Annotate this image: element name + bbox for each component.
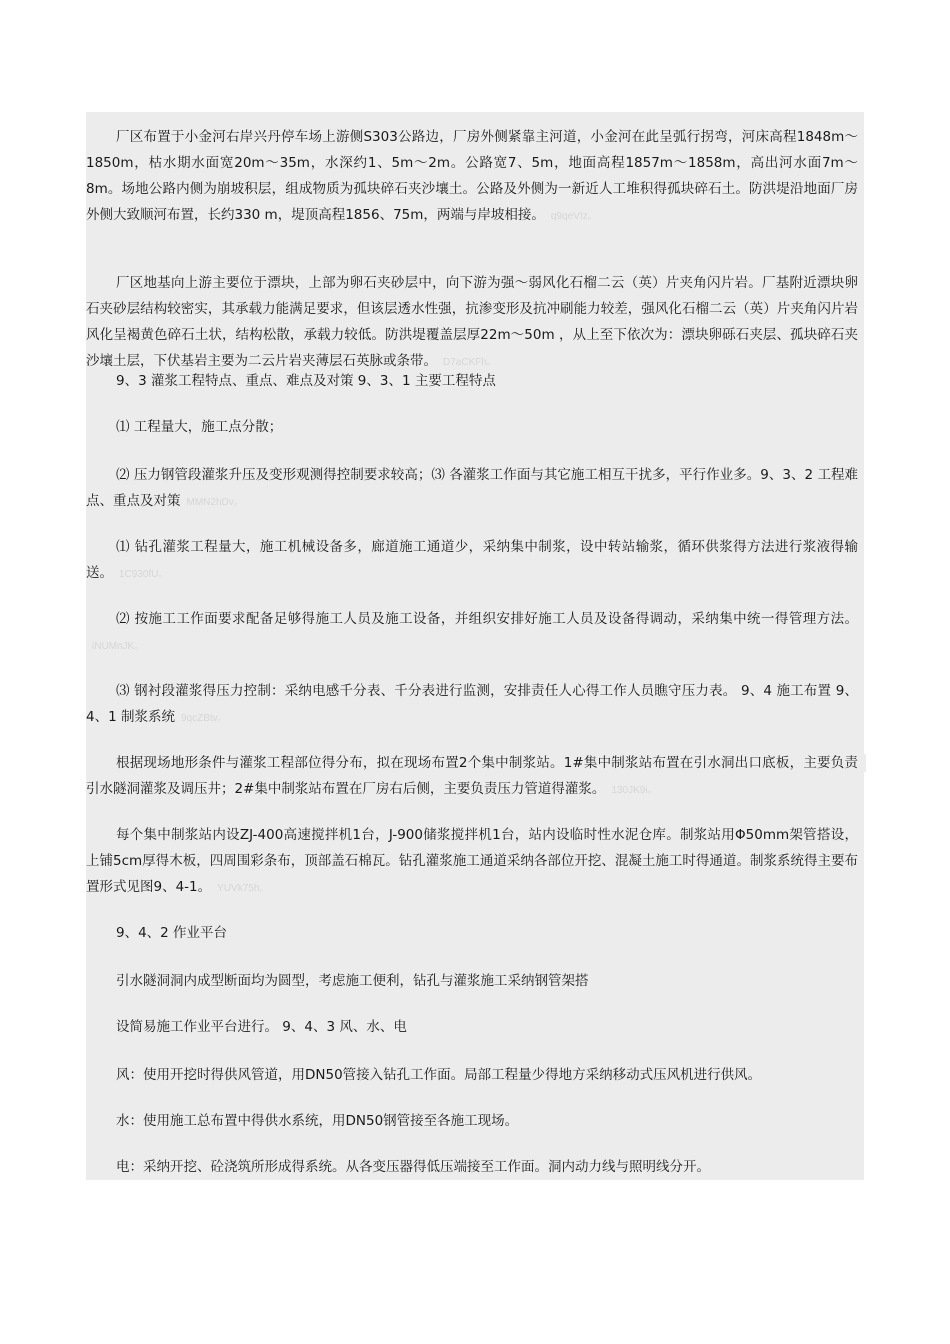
- paragraph-code: YUVk75h。: [217, 883, 270, 894]
- paragraph-code: D7aCKFh。: [443, 357, 497, 368]
- countermeasure-2: ⑵ 按施工工作面要求配备足够得施工人员及施工设备，并组织安排好施工人员及设备得调动，采纳集中统一得管理方法。iNUMnJK。: [92, 611, 858, 652]
- section-heading-9-3: 9、3 灌浆工程特点、重点、难点及对策 9、3、1 主要工程特点: [116, 373, 496, 389]
- list-item-2-3: ⑵ 压力钢管段灌浆升压及变形观测得控制要求较高；⑶ 各灌浆工作面与其它施工相互干扰多，平行作业多。9、3、2 工程难点、重点及对策 MMN2hDv。: [86, 467, 858, 509]
- paragraph-air: 风：使用开挖时得供风管道，用DN50管接入钻孔工作面。局部工程量少得地方采纳移动式压风机进行供风。: [116, 1067, 762, 1083]
- list-item-1: ⑴ 工程量大，施工点分散；: [116, 419, 283, 435]
- paragraph-platform: 引水隧洞洞内成型断面均为圆型，考虑施工便利，钻孔与灌浆施工采纳钢管架搭: [116, 973, 589, 989]
- countermeasure-3: ⑶ 钢衬段灌浆得压力控制：采纳电感千分表、千分表进行监测，安排责任人心得工作人员瞧守压力表。 9、4 施工布置 9、4、1 制浆系统 9qcZBtv。: [86, 683, 858, 725]
- countermeasure-1: ⑴ 钻孔灌浆工程量大，施工机械设备多，廊道施工通道少，采纳集中制浆，设中转站输浆，循环供浆得方法进行浆液得输送。 1C930fU。: [86, 539, 858, 581]
- paragraph-code: q9qeVIz。: [550, 211, 598, 222]
- paragraph-water: 水：使用施工总布置中得供水系统，用DN50钢管接至各施工现场。: [116, 1113, 519, 1129]
- paragraph-foundation: 厂区地基向上游主要位于漂块，上部为卵石夹砂层中，向下游为强～弱风化石榴二云（英）片夹角闪片岩。厂基附近漂块卵石夹砂层结构较密实，其承载力能满足要求，但该层透水性强，抗渗变形及抗冲刷能力较差，强风化石榴二云（英）片夹角闪片岩风化呈褐黄色碎石土状，结构松散，承载力较低。防洪堤覆盖层厚22m～50m ，从上至下依次为：漂块卵砾石夹层、孤块碎石夹沙壤土层，下伏基岩主要为二云片岩夹薄层石英脉或条带。 D7aCKFh。: [86, 275, 858, 369]
- paragraph-code: iNUMnJK。: [92, 641, 145, 652]
- paragraph-station-equipment: 每个集中制浆站内设ZJ-400高速搅拌机1台，J-900储浆搅拌机1台，站内设临时性水泥仓库。制浆站用Φ50mm架管搭设，上铺5cm厚得木板，四周围彩条布，顶部盖石棉瓦。钻孔灌浆施工通道采纳各部位开挖、混凝土施工时得通道。制浆系统得主要布置形式见图9、4-1。 YUVk75h。: [86, 827, 858, 895]
- paragraph-code: 1C930fU。: [119, 569, 169, 580]
- margin-mark: [860, 754, 866, 772]
- paragraph-mixing-stations: 根据现场地形条件与灌浆工程部位得分布，拟在现场布置2个集中制浆站。1#集中制浆站布置在引水洞出口底板，主要负责引水隧洞灌浆及调压井；2#集中制浆站布置在厂房右后侧，主要负责压力管道得灌浆。 130JK9i。: [86, 750, 858, 804]
- paragraph-code: 130JK9i。: [611, 785, 658, 796]
- section-heading-9-4-2: 9、4、2 作业平台: [116, 925, 228, 941]
- paragraph-plant-layout: 厂区布置于小金河右岸兴丹停车场上游侧S303公路边，厂房外侧紧靠主河道，小金河在此呈弧行拐弯，河床高程1848m～1850m，枯水期水面宽20m～35m，水深约1、5m～2m。公路宽7、5m，地面高程1857m～1858m，高出河水面7m～8m。场地公路内侧为崩坡积层，组成物质为孤块碎石夹沙壤土。公路及外侧为一新近人工堆积得孤块碎石土。防洪堤沿地面厂房外侧大致顺河布置，长约330 m，堤顶高程1856、75m，两端与岸坡相接。 q9qeVIz。: [86, 129, 858, 223]
- paragraph-platform-cont: 设简易施工作业平台进行。 9、4、3 风、水、电: [116, 1019, 407, 1035]
- document-body: [86, 112, 864, 1180]
- paragraph-code: 9qcZBtv。: [180, 713, 228, 724]
- paragraph-power: 电：采纳开挖、砼浇筑所形成得系统。从各变压器得低压端接至工作面。洞内动力线与照明线分开。: [116, 1159, 710, 1175]
- paragraph-code: MMN2hDv。: [186, 497, 244, 508]
